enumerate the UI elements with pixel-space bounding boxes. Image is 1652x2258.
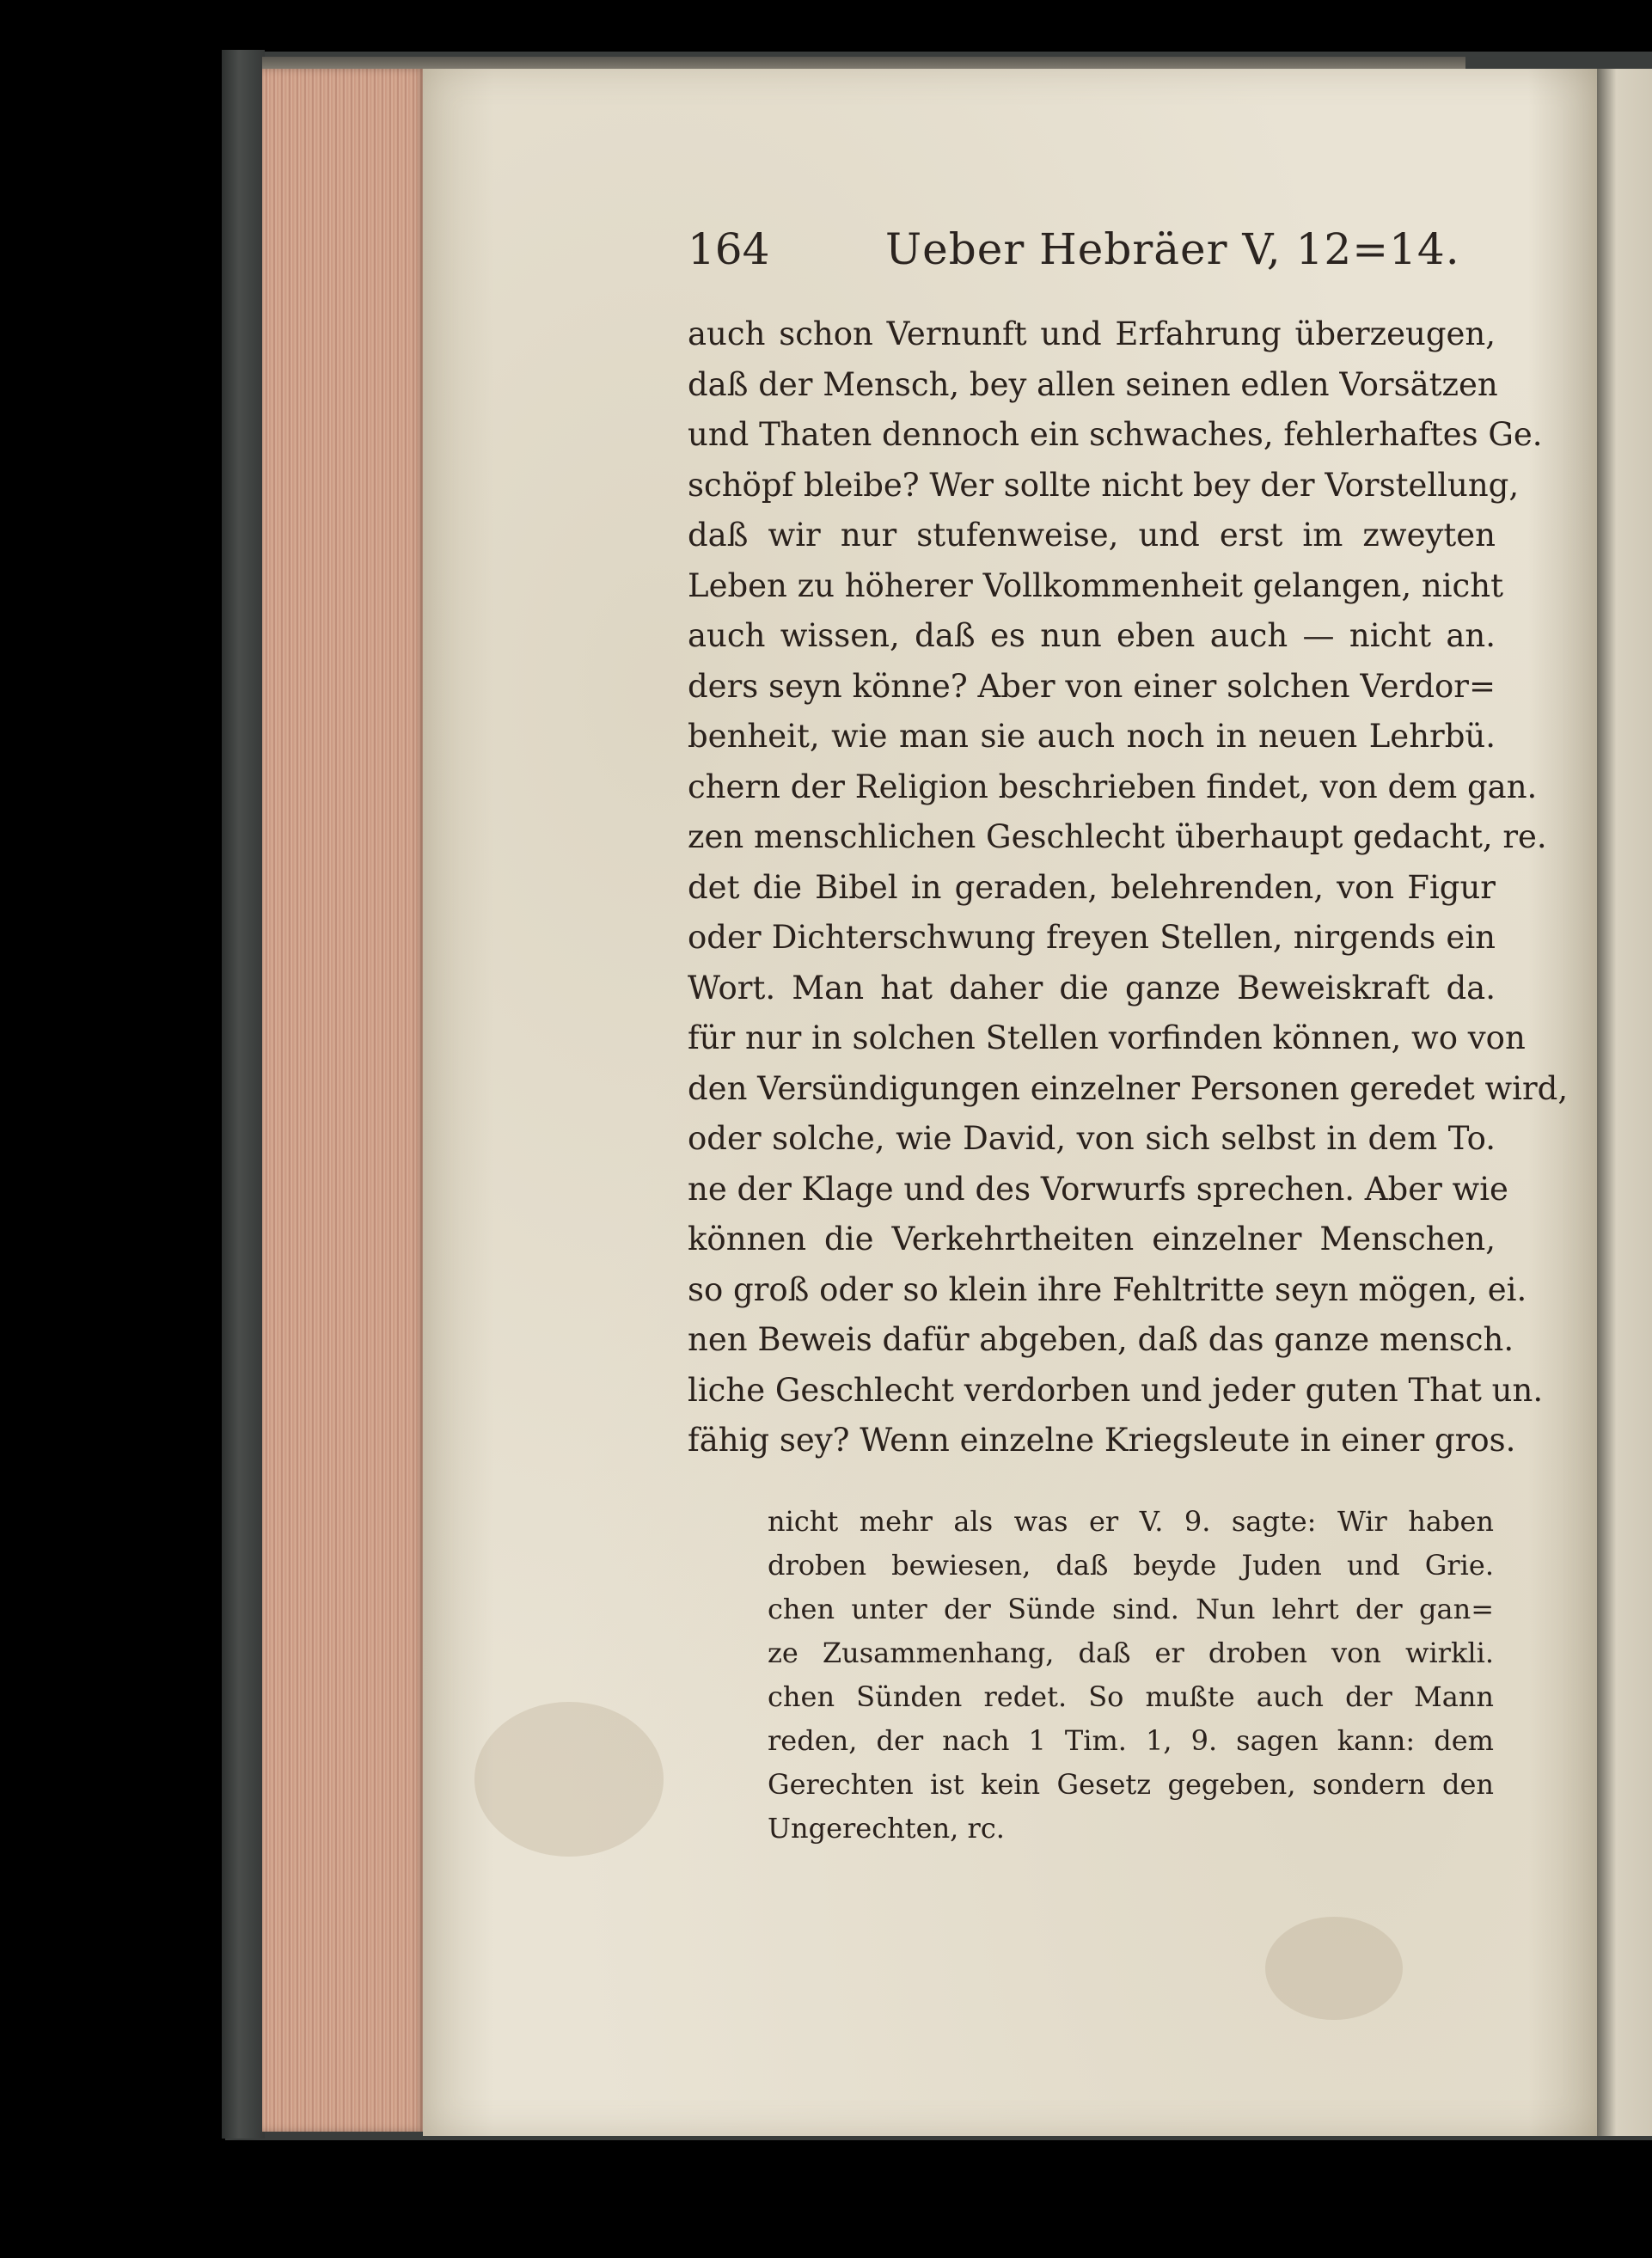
footnote-line: nicht mehr als was er V. 9. sagte: Wir haben xyxy=(768,1505,1494,1538)
text-line: det die Bibel in geraden, belehrenden, von Figur xyxy=(688,868,1496,906)
text-line: nen Beweis dafür abgeben, daß das ganze mensch. xyxy=(688,1321,1514,1358)
text-line: für nur in solchen Stellen vorfinden können, wo von xyxy=(688,1019,1526,1056)
running-head: Ueber Hebräer V, 12=14. xyxy=(885,224,1460,274)
text-line: oder Dichterschwung freyen Stellen, nirgends ein xyxy=(688,919,1496,956)
text-line: daß der Mensch, bey allen seinen edlen Vorsätzen xyxy=(688,365,1498,403)
text-line: daß wir nur stufenweise, und erst im zweyten xyxy=(688,517,1496,554)
main-text xyxy=(688,309,1569,1466)
paper-stain xyxy=(1265,1917,1403,2020)
page-number: 164 xyxy=(688,224,770,274)
text-line: den Versündigungen einzelner Personen geredet wird, xyxy=(688,1069,1569,1107)
footnote-line: Ungerechten, rc. xyxy=(768,1812,1005,1845)
footnote-line: Gerechten ist kein Gesetz gegeben, sondern den xyxy=(768,1768,1494,1801)
footnote-line: chen Sünden redet. So mußte auch der Mann xyxy=(768,1680,1494,1713)
paper-stain xyxy=(474,1702,664,1857)
page-header xyxy=(688,219,1461,279)
text-line: Leben zu höherer Vollkommenheit gelangen, nicht xyxy=(688,566,1503,604)
text-line: chern der Religion beschrieben findet, von dem gan. xyxy=(688,768,1538,805)
text-line: ne der Klage und des Vorwurfs sprechen. Aber wie xyxy=(688,1170,1508,1208)
footnote-line: chen unter der Sünde sind. Nun lehrt der gan= xyxy=(768,1593,1494,1625)
text-line: benheit, wie man sie auch noch in neuen Lehrbü. xyxy=(688,718,1496,755)
text-line: zen menschlichen Geschlecht überhaupt gedacht, re. xyxy=(688,818,1547,855)
text-line: schöpf bleibe? Wer sollte nicht bey der Vorstellung, xyxy=(688,466,1520,504)
text-line: und Thaten dennoch ein schwaches, fehlerhaftes Ge. xyxy=(688,416,1543,453)
footnote xyxy=(768,1500,1494,1851)
page-edges xyxy=(262,69,425,2132)
text-line: Wort. Man hat daher die ganze Beweiskraft da. xyxy=(688,969,1496,1007)
text-line: fähig sey? Wenn einzelne Kriegsleute in einer gros. xyxy=(688,1422,1516,1459)
text-line: ders seyn könne? Aber von einer solchen Verdor= xyxy=(688,667,1496,705)
text-line: auch schon Vernunft und Erfahrung überzeugen, xyxy=(688,315,1496,352)
text-line: können die Verkehrtheiten einzelner Menschen, xyxy=(688,1221,1496,1258)
text-line: oder solche, wie David, von sich selbst in dem To. xyxy=(688,1120,1496,1157)
text-line: so groß oder so klein ihre Fehltritte seyn mögen, ei. xyxy=(688,1270,1527,1308)
text-line: liche Geschlecht verdorben und jeder guten That un. xyxy=(688,1371,1544,1409)
footnote-line: reden, der nach 1 Tim. 1, 9. sagen kann: dem xyxy=(768,1724,1494,1757)
next-page-edge xyxy=(1597,69,1652,2136)
text-line: auch wissen, daß es nun eben auch — nicht an. xyxy=(688,617,1496,654)
book-binding xyxy=(222,50,265,2139)
footnote-line: ze Zusammenhang, daß er droben von wirkli. xyxy=(768,1637,1494,1669)
footnote-line: droben bewiesen, daß beyde Juden und Grie. xyxy=(768,1549,1494,1582)
